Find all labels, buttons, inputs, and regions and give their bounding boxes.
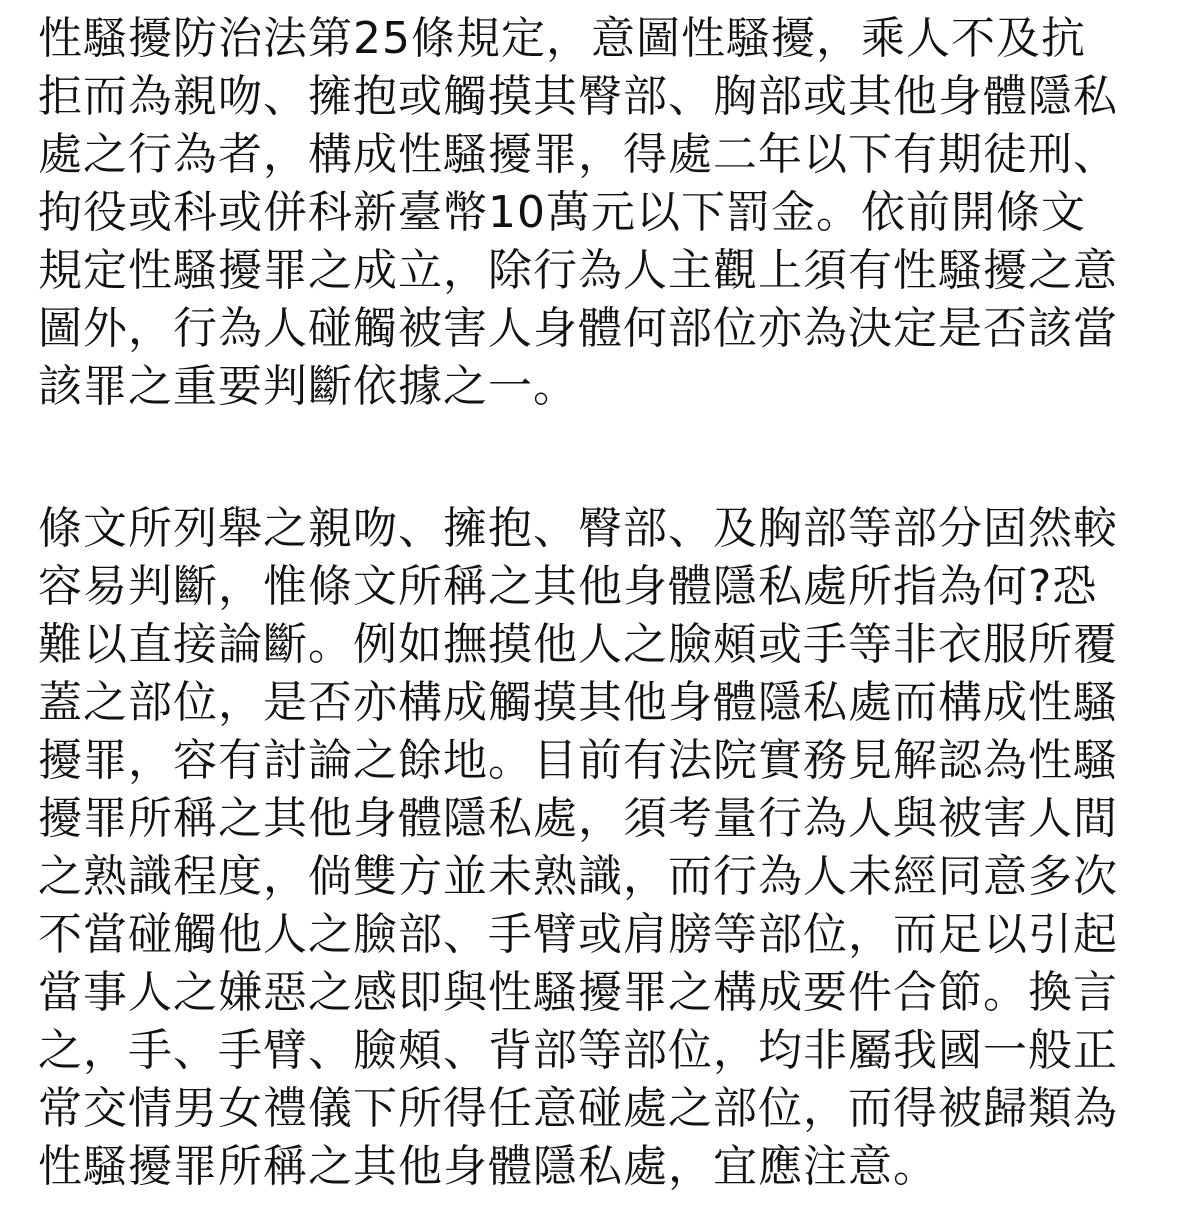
text-line: 圖外，行為人碰觸被害人身體何部位亦為決定是否該當 bbox=[38, 303, 1118, 354]
text-line: 之，手、手臂、臉頰、背部等部位，均非屬我國一般正 bbox=[38, 1025, 1118, 1076]
text-line: 擾罪，容有討論之餘地。目前有法院實務見解認為性騷 bbox=[38, 735, 1118, 786]
text-line: 規定性騷擾罪之成立，除行為人主觀上須有性騷擾之意 bbox=[38, 245, 1118, 296]
text-line: 之熟識程度，倘雙方並未熟識，而行為人未經同意多次 bbox=[38, 851, 1118, 902]
text-line: 性騷擾防治法第25條規定，意圖性騷擾，乘人不及抗 bbox=[38, 13, 1086, 64]
text-line: 拒而為親吻、擁抱或觸摸其臀部、胸部或其他身體隱私 bbox=[38, 71, 1118, 122]
text-line: 擾罪所稱之其他身體隱私處，須考量行為人與被害人間 bbox=[38, 793, 1118, 844]
text-line: 性騷擾罪所稱之其他身體隱私處，宜應注意。 bbox=[38, 1141, 938, 1192]
document-page bbox=[38, 10, 1148, 1210]
text-line: 不當碰觸他人之臉部、手臂或肩膀等部位，而足以引起 bbox=[38, 909, 1118, 960]
paragraph-spacer bbox=[38, 416, 1148, 500]
text-line: 該罪之重要判斷依據之一。 bbox=[38, 361, 578, 412]
text-line: 容易判斷，惟條文所稱之其他身體隱私處所指為何?恐 bbox=[38, 561, 1098, 612]
text-line: 難以直接論斷。例如撫摸他人之臉頰或手等非衣服所覆 bbox=[38, 619, 1118, 670]
paragraph-1 bbox=[38, 10, 1148, 416]
text-line: 蓋之部位，是否亦構成觸摸其他身體隱私處而構成性騷 bbox=[38, 677, 1118, 728]
text-line: 常交情男女禮儀下所得任意碰處之部位，而得被歸類為 bbox=[38, 1083, 1118, 1134]
paragraph-2 bbox=[38, 500, 1148, 1196]
text-line: 處之行為者，構成性騷擾罪，得處二年以下有期徒刑、 bbox=[38, 129, 1118, 180]
text-line: 條文所列舉之親吻、擁抱、臀部、及胸部等部分固然較 bbox=[38, 503, 1118, 554]
text-line: 拘役或科或併科新臺幣10萬元以下罰金。依前開條文 bbox=[38, 187, 1086, 238]
text-line: 當事人之嫌惡之感即與性騷擾罪之構成要件合節。換言 bbox=[38, 967, 1118, 1018]
